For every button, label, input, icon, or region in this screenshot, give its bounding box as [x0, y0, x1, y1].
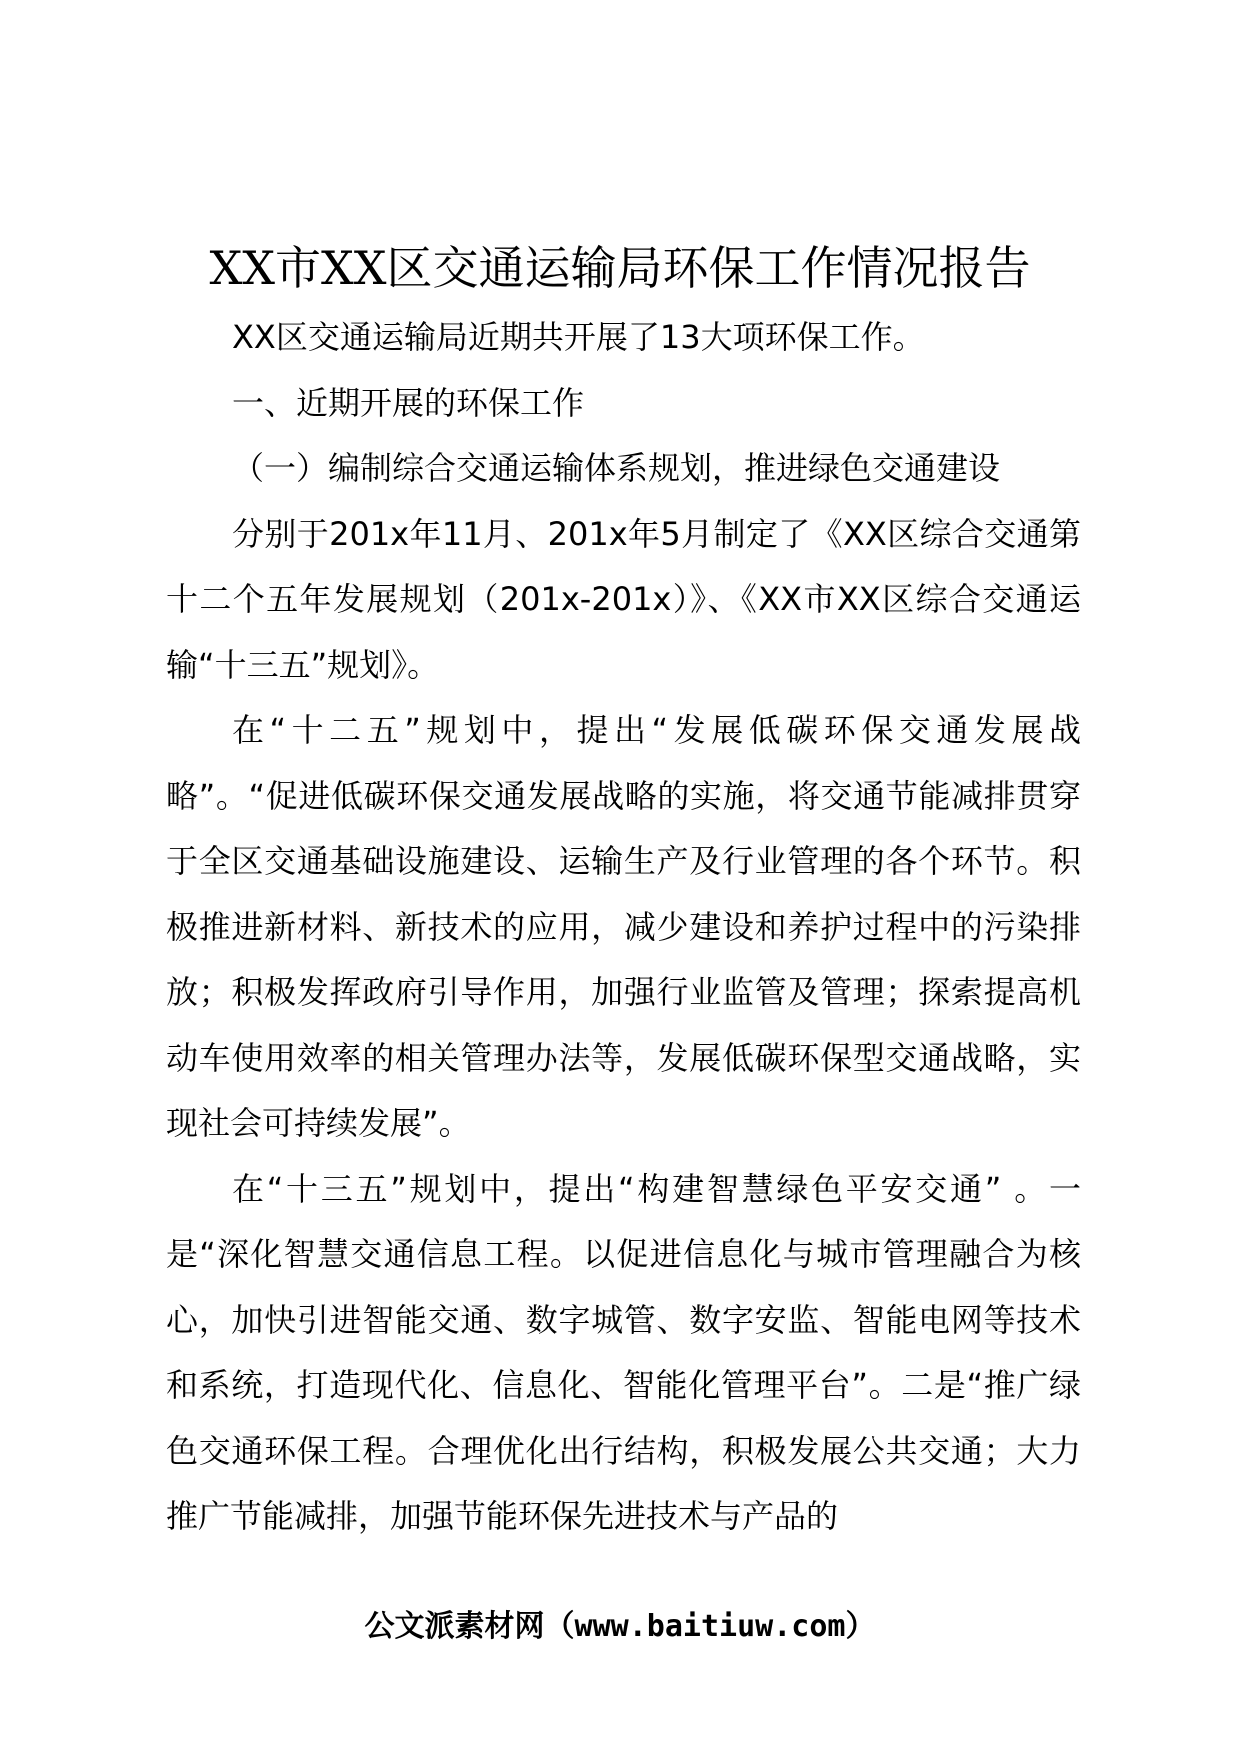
body-paragraph: 在“十二五”规划中，提出“发展低碳环保交通发展战略”。“促进低碳环保交通发展战略的实施，将交通节能减排贯穿于全区交通基础设施建设、运输生产及行业管理的各个环节。积极推进新材料、新技术的应用，减少建设和养护过程中的污染排放；积极发挥政府引导作用，加强行业监管及管理；探索提高机动车使用效率的相关管理办法等，发展低碳环保型交通战略，实现社会可持续发展”。 — [166, 711, 1081, 1142]
body-paragraph: 分别于201x年11月、201x年5月制定了《XX区综合交通第十二个五年发展规划（201x-201x）》、《XX市XX区综合交通运输“十三五”规划》。 — [166, 514, 1081, 684]
document-body — [166, 305, 1081, 1550]
document-title: XX市XX区交通运输局环保工作情况报告 — [209, 241, 1031, 295]
footer-watermark: 公文派素材网（www.baitiuw.com） — [364, 1609, 876, 1644]
body-paragraph: 在“十三五”规划中，提出“构建智慧绿色平安交通” 。一是“深化智慧交通信息工程。以促进信息化与城市管理融合为核心，加快引进智能交通、数字城管、数字安监、智能电网等技术和系统，打造现代化、信息化、智能化管理平台”。二是“推广绿色交通环保工程。合理优化出行结构，积极发展公共交通；大力推广节能减排，加强节能环保先进技术与产品的 — [166, 1169, 1081, 1535]
intro-paragraph: XX区交通运输局近期共开展了13大项环保工作。 — [232, 318, 925, 356]
section-heading: 一、近期开展的环保工作 — [232, 383, 585, 422]
subsection-heading: （一）编制综合交通运输体系规划，推进绿色交通建设 — [232, 449, 1001, 487]
